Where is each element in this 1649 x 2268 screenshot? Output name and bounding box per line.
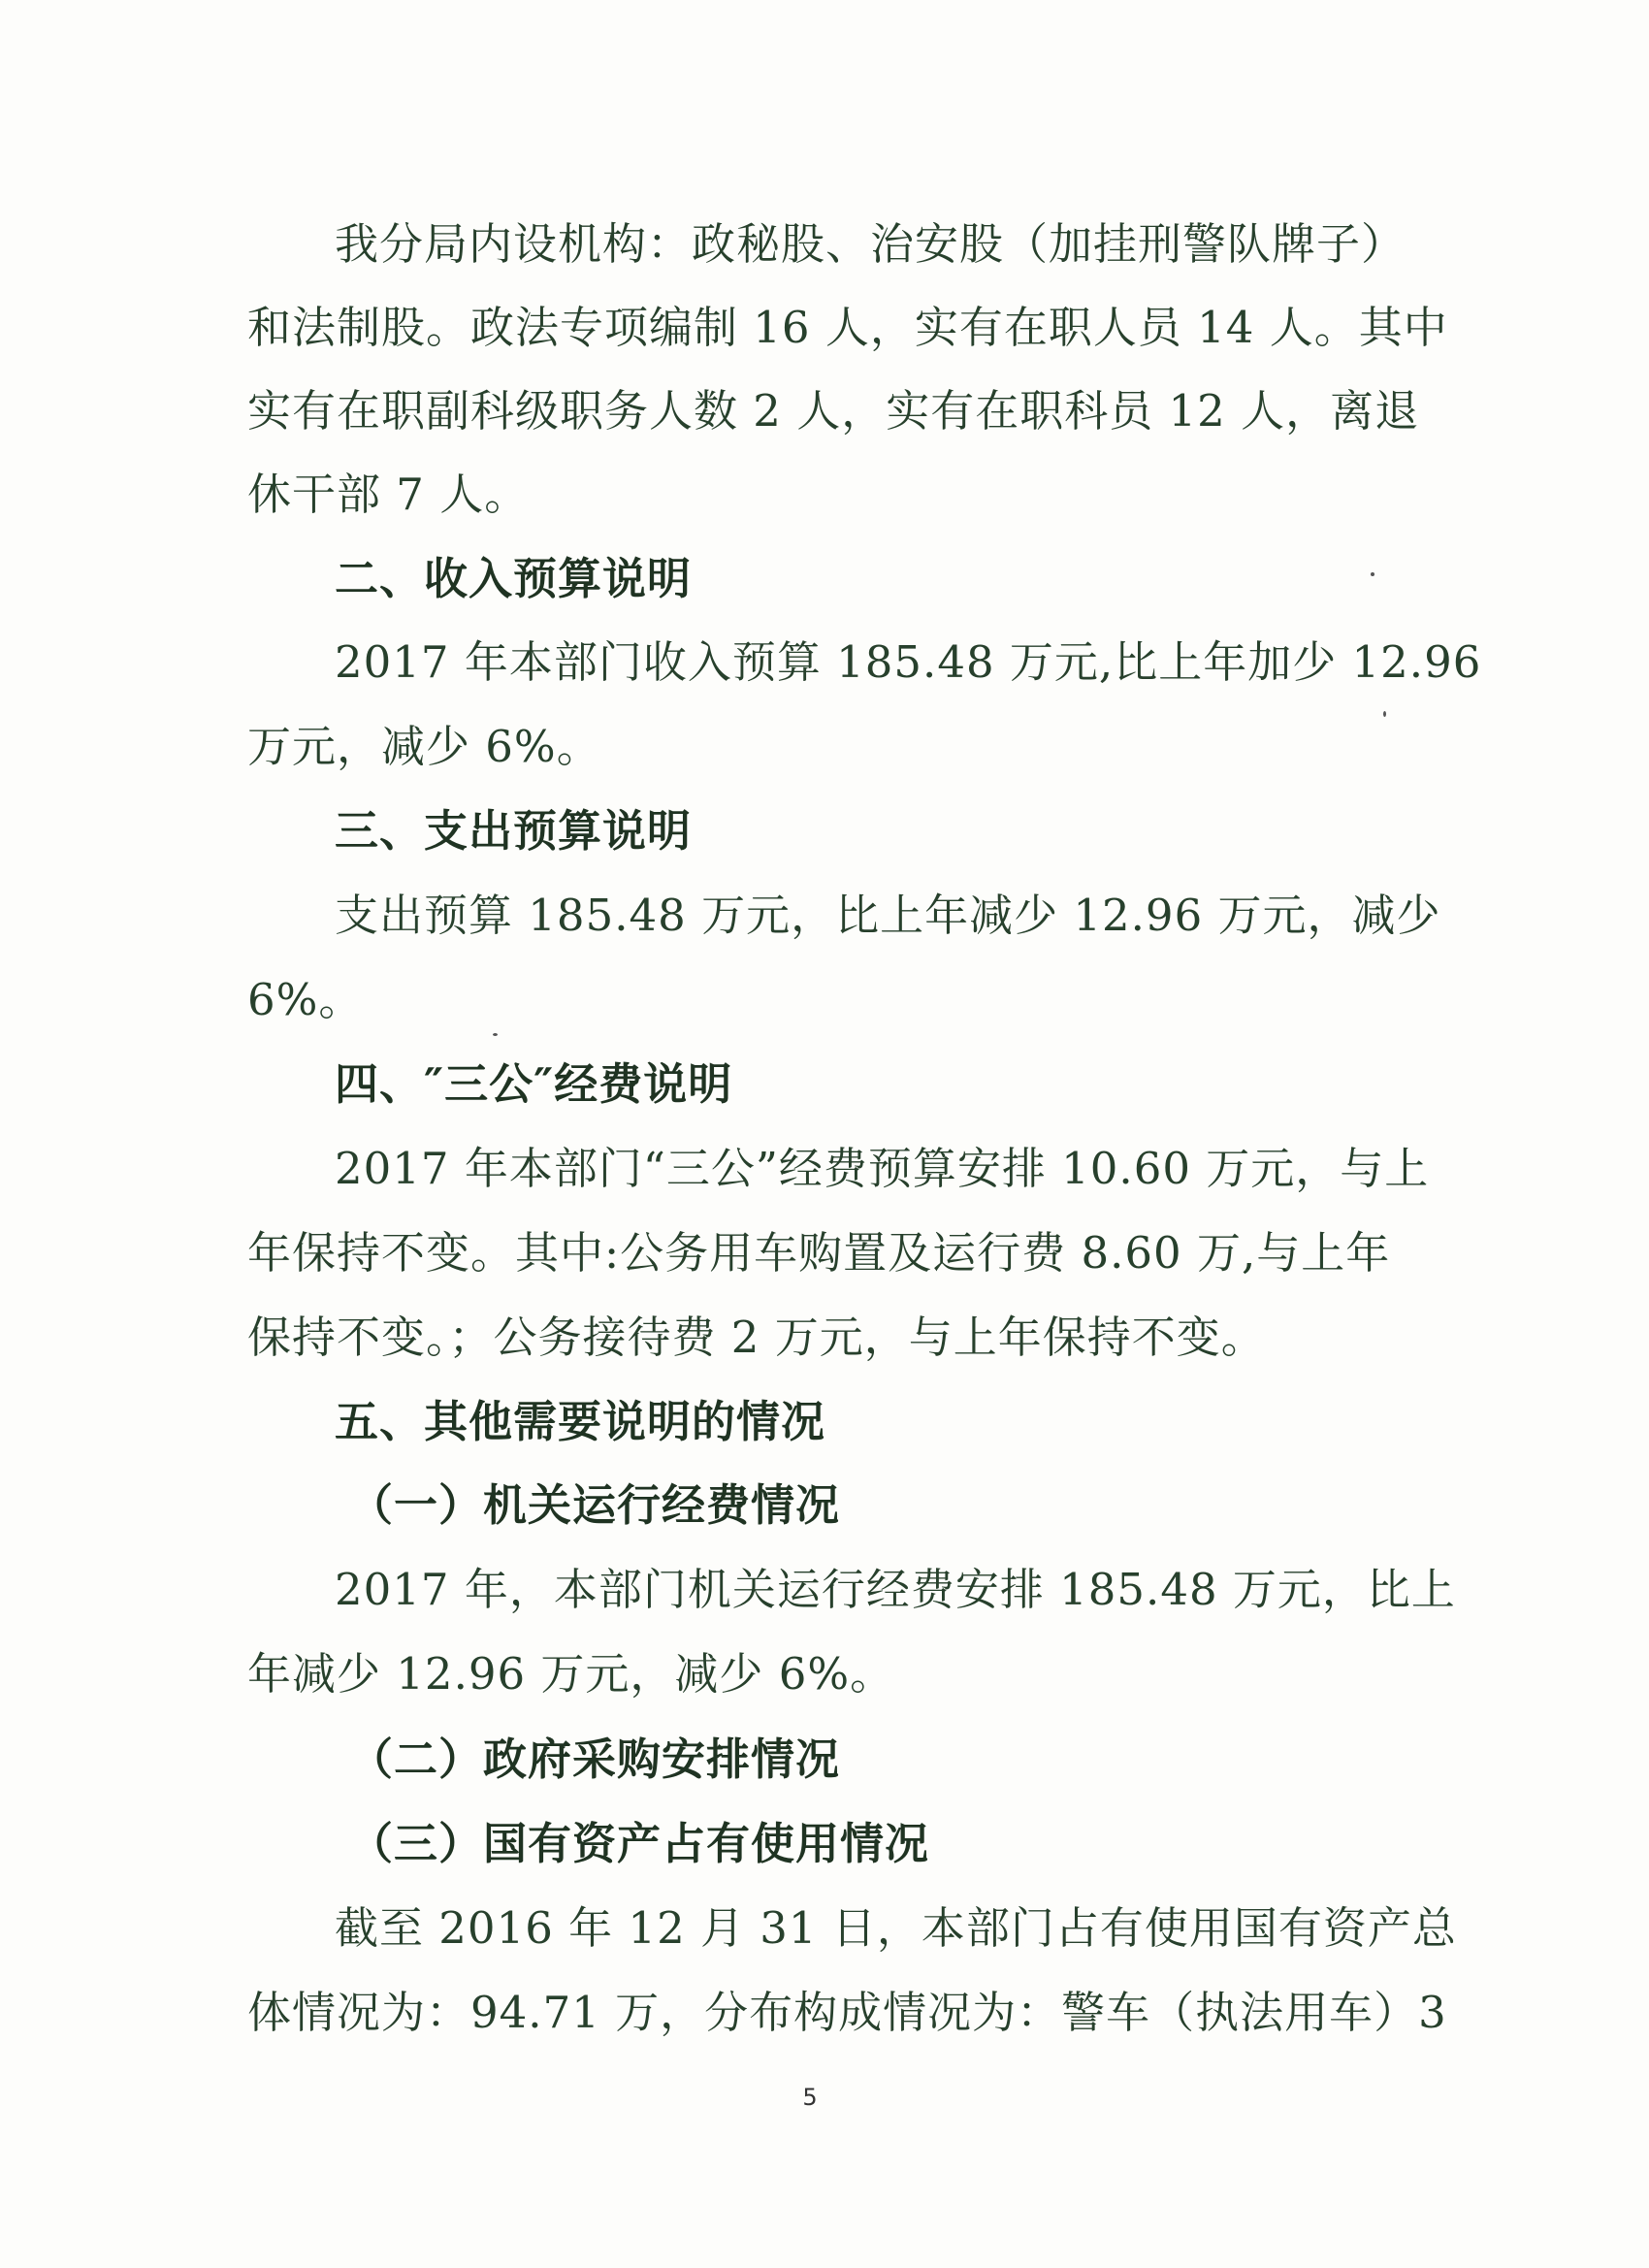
- scan-speck: [493, 1033, 498, 1036]
- paragraph-line: 和法制股。政法专项编制 16 人，实有在职人员 14 人。其中: [247, 302, 1448, 353]
- paragraph-line: 体情况为：94.71 万，分布构成情况为：警车（执法用车）3: [247, 1987, 1447, 2038]
- paragraph-line: 实有在职副科级职务人数 2 人，实有在职科员 12 人，离退: [247, 385, 1420, 437]
- paragraph-line: 2017 年本部门“三公”经费预算安排 10.60 万元，与上: [335, 1143, 1430, 1194]
- subsection-heading-operating: （一）机关运行经费情况: [349, 1479, 841, 1531]
- scan-speck: [1371, 572, 1374, 576]
- paragraph-line: 年保持不变。其中:公务用车购置及运行费 8.60 万,与上年: [247, 1227, 1391, 1279]
- paragraph-line: 2017 年本部门收入预算 185.48 万元,比上年加少 12.96: [335, 636, 1482, 688]
- paragraph-line: 年减少 12.96 万元，减少 6%。: [247, 1648, 895, 1700]
- section-heading-three-public: 四、″三公″经费说明: [335, 1058, 733, 1110]
- paragraph-line: 2017 年，本部门机关运行经费安排 185.48 万元，比上: [335, 1564, 1456, 1615]
- paragraph-line: 6%。: [247, 974, 364, 1025]
- paragraph-line: 休干部 7 人。: [247, 469, 530, 520]
- paragraph-line: 万元，减少 6%。: [247, 721, 601, 772]
- subsection-heading-assets: （三）国有资产占有使用情况: [349, 1818, 930, 1869]
- scan-speck: [1383, 711, 1386, 717]
- paragraph-line: 保持不变。；公务接待费 2 万元，与上年保持不变。: [247, 1312, 1266, 1363]
- subsection-heading-procurement: （二）政府采购安排情况: [349, 1733, 841, 1785]
- section-heading-expenditure: 三、支出预算说明: [335, 805, 693, 857]
- section-heading-other: 五、其他需要说明的情况: [335, 1396, 826, 1447]
- section-heading-income: 二、收入预算说明: [335, 553, 693, 604]
- paragraph-line: 截至 2016 年 12 月 31 日，本部门占有使用国有资产总: [335, 1902, 1457, 1954]
- page-number: 5: [802, 2084, 818, 2111]
- paragraph-line: 我分局内设机构：政秘股、治安股（加挂刑警队牌子）: [335, 218, 1406, 270]
- paragraph-line: 支出预算 185.48 万元，比上年减少 12.96 万元，减少: [335, 890, 1441, 941]
